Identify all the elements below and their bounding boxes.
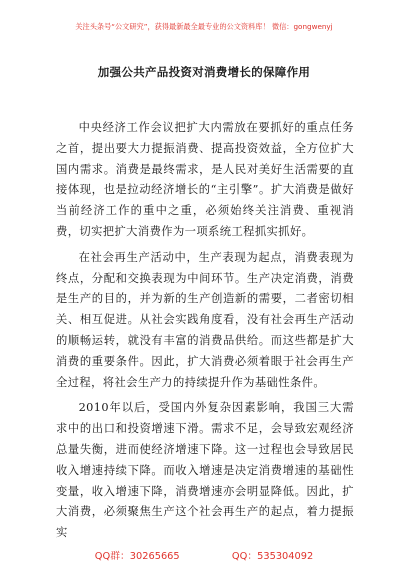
paragraph-3: 2010年以后，受国内外复杂因素影响，我国三大需求中的出口和投资增速下滑。需求不足，会导致宏观经济总量失衡，进而使经济增速下降。这一过程也会导致居民收入增速持续下降。而收入增速是决定消费增速的基础性变量，收入增速下降，消费增速亦会明显降低。因此，扩大消费，必须聚焦生产这个社会再生产的起点，着力提振实 bbox=[56, 401, 354, 540]
paragraph-2: 在社会再生产活动中，生产表现为起点，消费表现为终点，分配和交换表现为中间环节。生产决定消费，消费是生产的目的，并为新的生产创造新的需要，二者密切相关、相互促进。从社会实践角度看，没有社会再生产活动的顺畅运转，就没有丰富的消费品供给。而这些都是扩大消费的重要条件。因此，扩大消费必须着眼于社会再生产全过程，将社会生产力的持续提升作为基础性条件。 bbox=[56, 250, 354, 389]
document-title: 加强公共产品投资对消费增长的保障作用 bbox=[97, 65, 311, 79]
promo-header: 关注头条号“公文研究”，获得最新最全最专业的公文资料库！ 微信：gongwenyj bbox=[75, 22, 333, 31]
document-body bbox=[56, 118, 354, 549]
contact-footer bbox=[0, 548, 408, 562]
qq-group-number: QQ群：30265665 bbox=[94, 551, 180, 562]
qq-number: QQ：535304092 bbox=[231, 551, 314, 562]
paragraph-1: 中央经济工作会议把扩大内需放在要抓好的重点任务之首，提出要大力提振消费、提高投资效益，全方位扩大国内需求。消费是最终需求，是人民对美好生活需要的直接体现，也是拉动经济增长的“主引擎”。扩大消费是做好当前经济工作的重中之重，必须始终关注消费、重视消费，切实把扩大消费作为一项系统工程抓实抓好。 bbox=[56, 121, 354, 238]
